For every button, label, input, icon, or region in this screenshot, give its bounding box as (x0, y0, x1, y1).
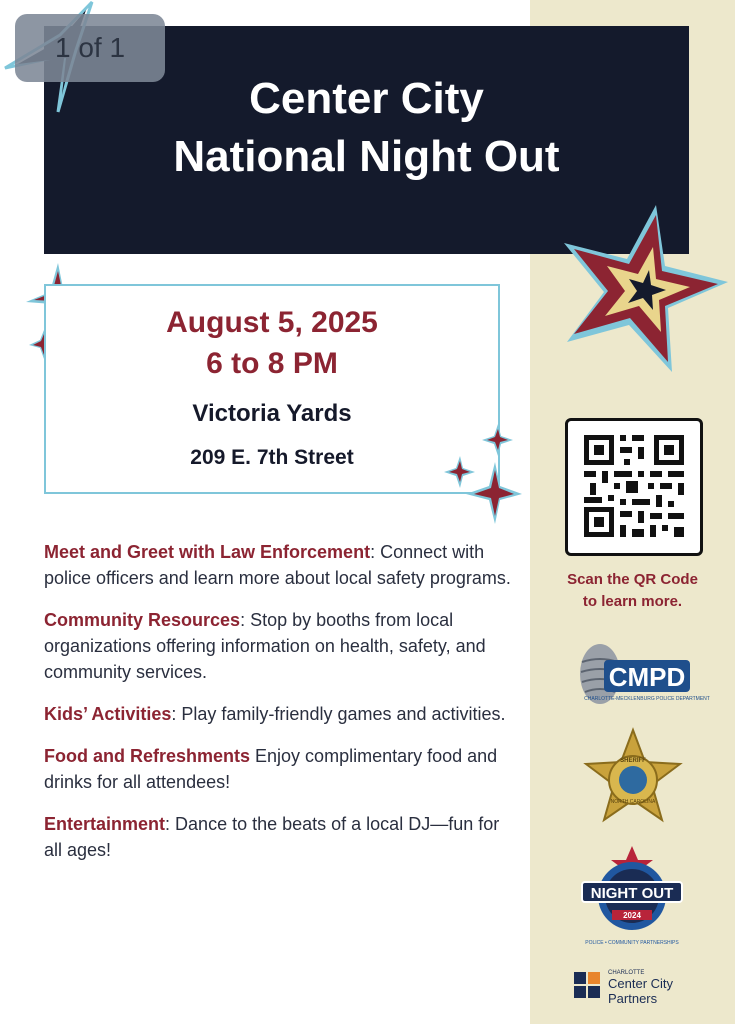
sheriff-logo-top-text: SHERIFF (620, 758, 646, 764)
list-item (44, 743, 514, 795)
ccp-line-1: Center City (608, 976, 674, 991)
feature-text: Enjoy complimentary food and drinks for all attendees! (44, 746, 498, 792)
event-time: 6 to 8 PM (206, 347, 338, 380)
page-indicator[interactable] (15, 14, 165, 82)
feature-text: Stop by booths from local organizations offering information on health, safety, and community services. (44, 610, 486, 682)
page-title (44, 70, 689, 186)
qr-caption-line-1: Scan the QR Code (567, 571, 698, 588)
event-venue: Victoria Yards (192, 400, 352, 427)
ccp-small-text: CHARLOTTE (608, 970, 645, 976)
list-item (44, 539, 514, 591)
ccp-line-2: Partners (608, 991, 658, 1006)
feature-separator: : (370, 542, 376, 562)
list-item (44, 607, 514, 685)
ccp-mark-icon (574, 972, 600, 998)
large-star-icon (545, 200, 735, 380)
cmpd-logo (574, 640, 710, 710)
event-address: 209 E. 7th Street (190, 446, 354, 469)
sheriff-logo-bottom-text: NORTH CAROLINA (610, 799, 656, 805)
night-out-logo-text: NIGHT OUT (590, 885, 674, 902)
feature-list (44, 539, 514, 879)
event-date: August 5, 2025 (166, 306, 378, 339)
qr-code[interactable] (565, 418, 703, 556)
qr-code-icon (568, 421, 700, 553)
night-out-year: 2024 (623, 911, 641, 920)
title-line-1: Center City (249, 74, 484, 123)
feature-text: Dance to the beats of a local DJ—fun for all ages! (44, 814, 500, 860)
feature-text: Play family-friendly games and activities. (176, 704, 506, 724)
cmpd-logo-text: CMPD (608, 662, 686, 692)
star-cluster-right-icon (440, 420, 530, 530)
sheriff-badge-logo (578, 728, 688, 833)
feature-separator: : (240, 610, 246, 630)
feature-heading: Food and Refreshments (44, 746, 251, 766)
feature-separator: : (171, 704, 177, 724)
feature-heading: Meet and Greet with Law Enforcement (44, 542, 371, 562)
feature-text: Connect with police officers and learn more about local safety programs. (44, 542, 511, 588)
list-item (44, 811, 514, 863)
center-city-partners-logo (570, 964, 710, 1010)
night-out-tagline: POLICE • COMMUNITY PARTNERSHIPS (585, 940, 679, 946)
night-out-logo (568, 842, 696, 950)
feature-heading: Community Resources (44, 610, 241, 630)
cmpd-logo-subtext: CHARLOTTE-MECKLENBURG POLICE DEPARTMENT (584, 696, 710, 702)
feature-heading: Entertainment (44, 814, 166, 834)
title-line-2: National Night Out (173, 132, 560, 181)
qr-caption (535, 569, 730, 613)
feature-heading: Kids’ Activities (44, 704, 172, 724)
qr-caption-line-2: to learn more. (582, 593, 683, 610)
feature-separator: : (165, 814, 171, 834)
list-item (44, 701, 514, 727)
page-indicator-label: 1 of 1 (54, 32, 126, 63)
